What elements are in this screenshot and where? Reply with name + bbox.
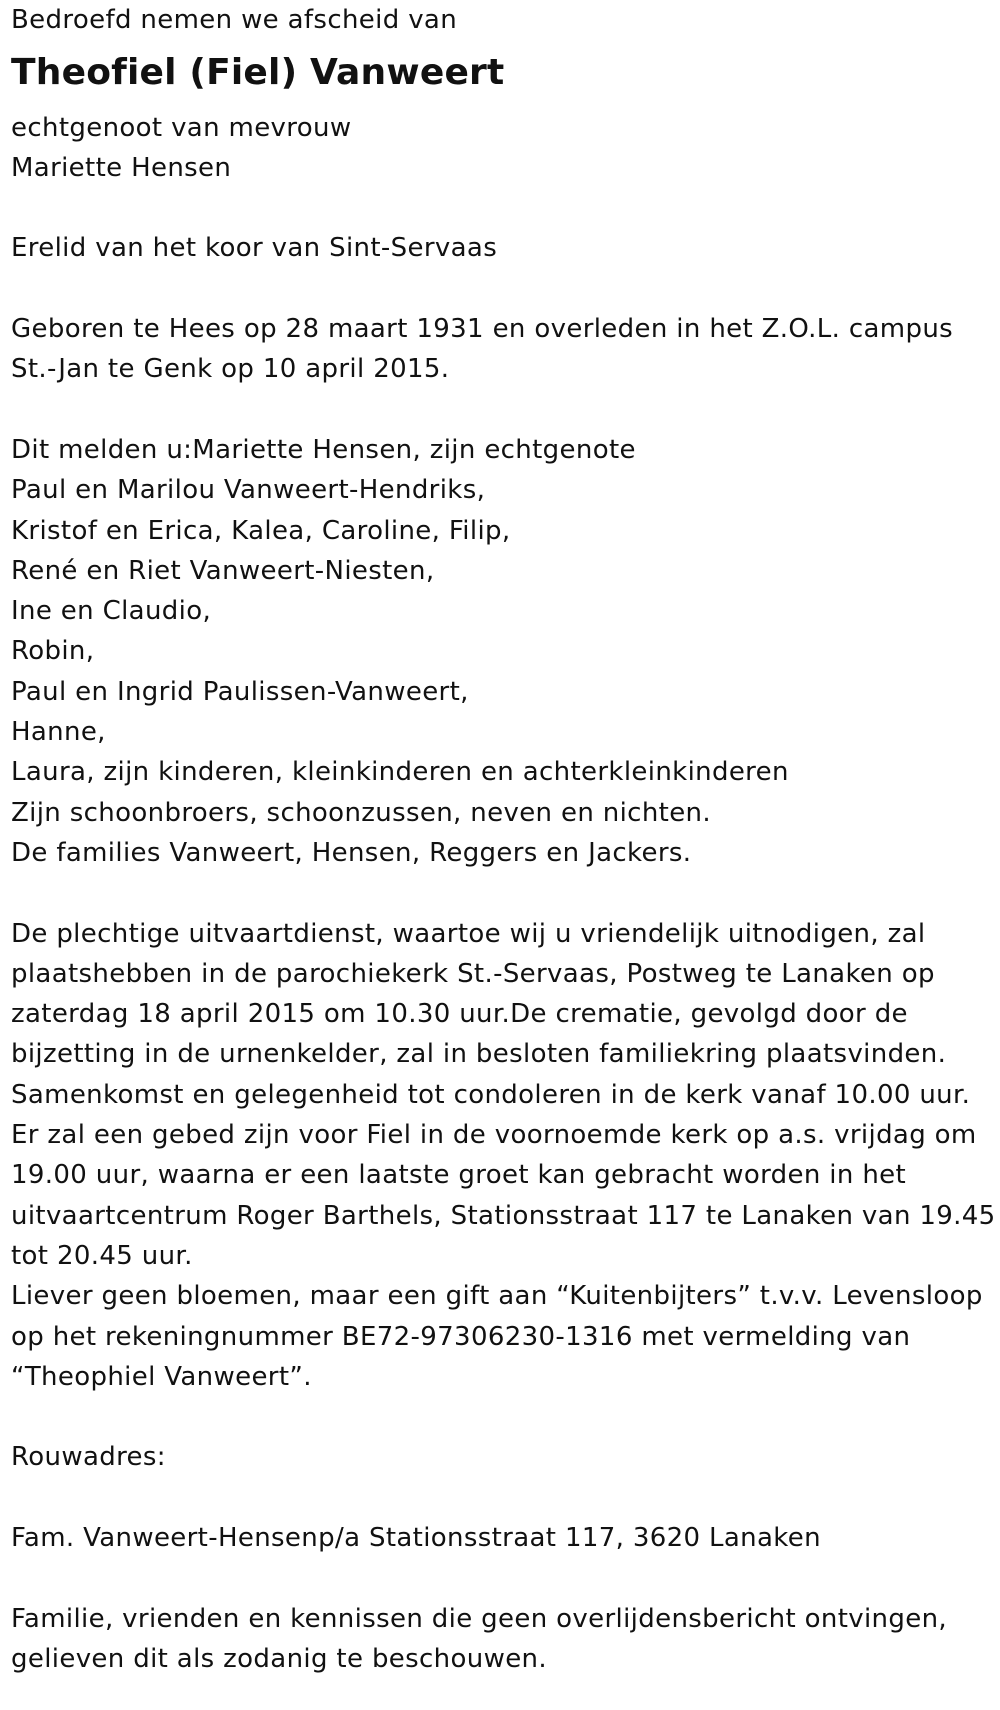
service-line: bijzetting in de urnenkelder, zal in besloten familiekring plaatsvinden. [11,1039,947,1070]
service-line: Samenkomst en gelegenheid tot condoleren in de kerk vanaf 10.00 uur. [11,1079,971,1110]
closing-line: Familie, vrienden en kennissen die geen overlijdensbericht ontvingen, [11,1603,948,1634]
family-line: Robin, [11,636,95,667]
service-line: tot 20.45 uur. [11,1240,193,1271]
birth-death-line: Geboren te Hees op 28 maart 1931 en overleden in het Z.O.L. campus [11,314,954,345]
spacer [11,1397,991,1437]
spacer [11,390,991,430]
service-line: Liever geen bloemen, maar een gift aan “Kuitenbijters” t.v.v. Levensloop [11,1281,983,1312]
service-line: De plechtige uitvaartdienst, waartoe wij u vriendelijk uitnodigen, zal [11,918,926,949]
spacer [11,873,991,913]
family-line: De families Vanweert, Hensen, Reggers en Jackers. [11,837,692,868]
spouse-line: echtgenoot van mevrouw [11,112,352,143]
family-line: Laura, zijn kinderen, kleinkinderen en achterkleinkinderen [11,757,789,788]
honor-text: Erelid van het koor van Sint-Servaas [11,233,498,264]
service-line: plaatshebben in de parochiekerk St.-Servaas, Postweg te Lanaken op [11,958,935,989]
obituary-notice [11,0,996,1679]
mourning-address: Fam. Vanweert-Hensenp/a Stationsstraat 117, 3620 Lanaken [11,1522,821,1553]
service-line: op het rekeningnummer BE72-97306230-1316 met vermelding van [11,1321,911,1352]
family-line: Hanne, [11,717,106,748]
family-line: Zijn schoonbroers, schoonzussen, neven en nichten. [11,797,711,828]
intro-text: Bedroefd nemen we afscheid van [11,5,458,35]
family-line: Kristof en Erica, Kalea, Caroline, Filip, [11,515,511,546]
spacer [11,1558,991,1598]
family-line: Dit melden u:Mariette Hensen, zijn echtgenote [11,434,636,465]
spouse-name: Mariette Hensen [11,152,232,183]
family-line: Paul en Ingrid Paulissen-Vanweert, [11,676,469,707]
deceased-name: Theofiel (Fiel) Vanweert [11,52,505,94]
spacer [11,1478,991,1518]
service-line: “Theophiel Vanweert”. [11,1361,312,1392]
address-label: Rouwadres: [11,1442,166,1473]
family-line: Paul en Marilou Vanweert-Hendriks, [11,475,486,506]
spacer [11,188,991,228]
service-line: Er zal een gebed zijn voor Fiel in de voornoemde kerk op a.s. vrijdag om [11,1120,977,1151]
family-line: René en Riet Vanweert-Niesten, [11,555,435,586]
closing-line: gelieven dit als zodanig te beschouwen. [11,1643,547,1674]
spacer [11,269,991,309]
service-line: uitvaartcentrum Roger Barthels, Stationsstraat 117 te Lanaken van 19.45 [11,1200,996,1231]
service-line: zaterdag 18 april 2015 om 10.30 uur.De crematie, gevolgd door de [11,999,908,1030]
birth-death-line: St.-Jan te Genk op 10 april 2015. [11,354,450,385]
family-line: Ine en Claudio, [11,596,212,627]
service-line: 19.00 uur, waarna er een laatste groet kan gebracht worden in het [11,1160,907,1191]
